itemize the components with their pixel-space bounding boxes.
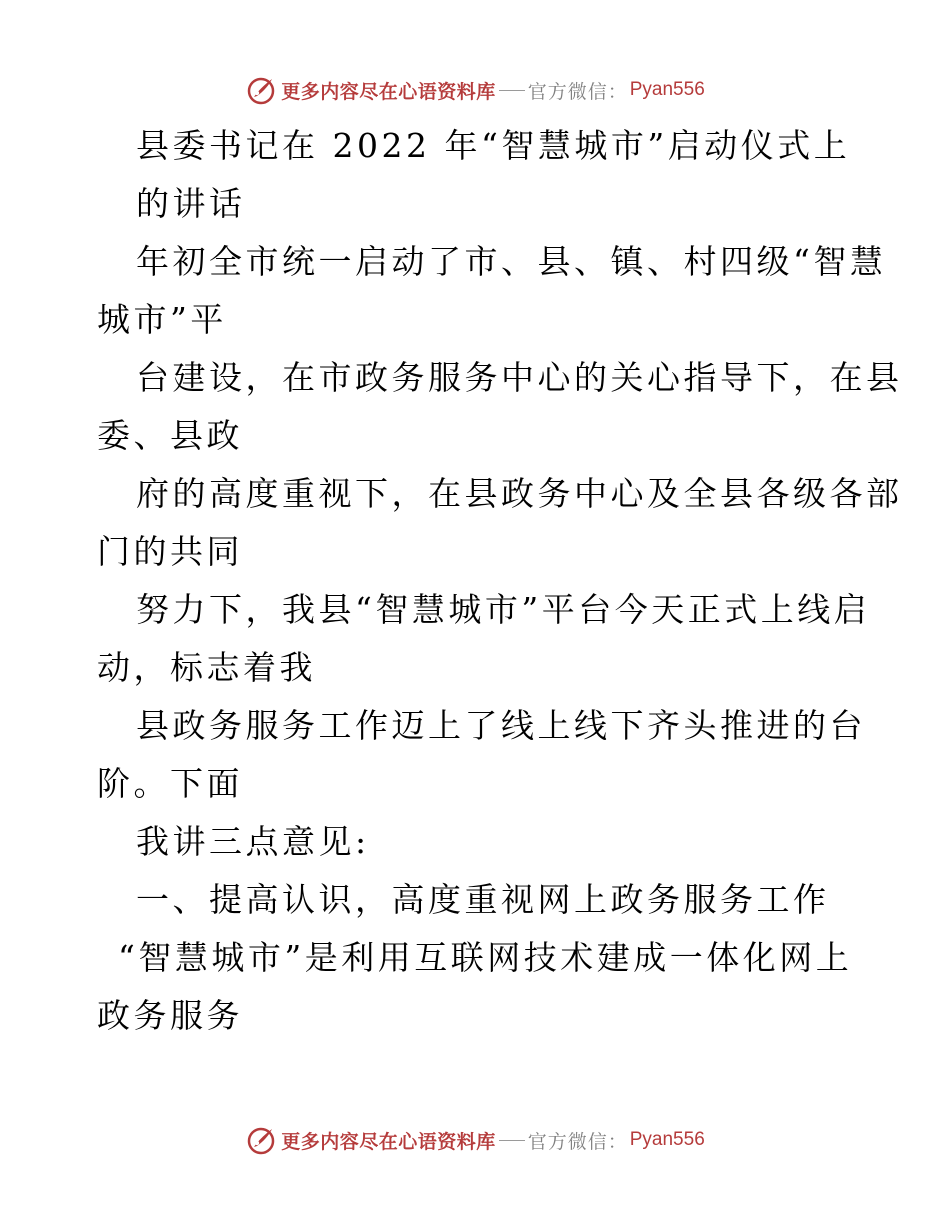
brand-name: 更多内容尽在心语资料库 xyxy=(281,1130,496,1153)
text-line: 门的共同 xyxy=(97,532,243,571)
brand-sub: 官方微信： xyxy=(527,80,628,103)
brand-dash xyxy=(499,1140,525,1141)
brand-name: 更多内容尽在心语资料库 xyxy=(281,80,496,103)
text-line: 委、县政 xyxy=(97,416,243,455)
text-line: 县委书记在 2022 年“智慧城市”启动仪式上 xyxy=(136,126,851,165)
text-line: 台建设，在市政务服务中心的关心指导下，在县 xyxy=(136,358,903,397)
quill-seal-logo-icon xyxy=(245,74,277,106)
text-line: “智慧城市”是利用互联网技术建成一体化网上 xyxy=(118,938,853,977)
text-line: 我讲三点意见: xyxy=(136,822,370,861)
text-line: 政务服务 xyxy=(97,996,243,1035)
section-heading: 一、提高认识，高度重视网上政务服务工作 xyxy=(136,880,830,919)
footer-watermark xyxy=(0,1120,950,1160)
brand-sub: 官方微信： xyxy=(527,1130,628,1153)
quill-seal-logo-icon xyxy=(245,1124,277,1156)
text-line: 城市”平 xyxy=(97,300,227,339)
text-line: 的讲话 xyxy=(136,184,246,223)
brand-dash xyxy=(499,90,525,91)
brand-id: Pyan556 xyxy=(629,1129,705,1150)
text-line: 阶。下面 xyxy=(97,764,243,803)
header-watermark xyxy=(0,70,950,110)
text-line: 府的高度重视下，在县政务中心及全县各级各部 xyxy=(136,474,903,513)
text-line: 年初全市统一启动了市、县、镇、村四级“智慧 xyxy=(136,242,887,281)
text-line: 动，标志着我 xyxy=(97,648,316,687)
text-line: 努力下，我县“智慧城市”平台今天正式上线启 xyxy=(136,590,871,629)
text-line: 县政务服务工作迈上了线上线下齐头推进的台 xyxy=(136,706,866,745)
brand-id: Pyan556 xyxy=(629,79,705,100)
